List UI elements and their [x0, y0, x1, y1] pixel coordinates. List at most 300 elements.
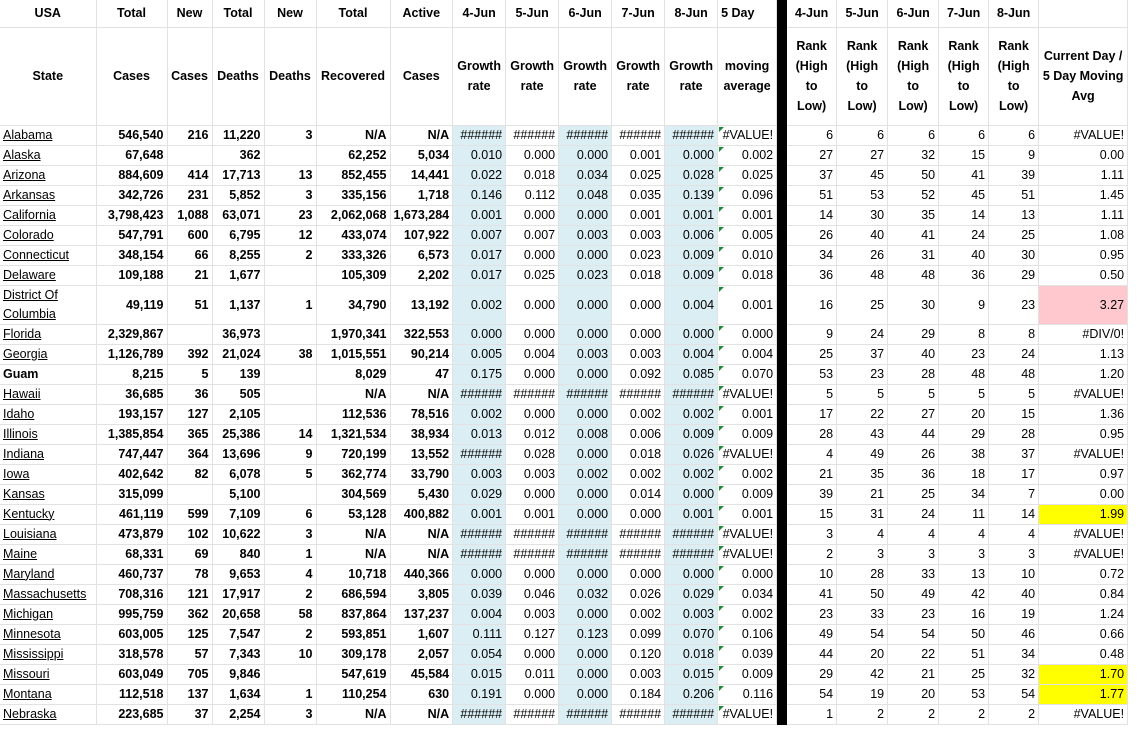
data-cell[interactable]: 28	[837, 564, 888, 584]
data-cell[interactable]: 0.000	[665, 324, 718, 344]
header-cell[interactable]: Rank (High to Low)	[939, 27, 989, 125]
data-cell[interactable]: 0.95	[1039, 424, 1128, 444]
data-cell[interactable]: 7	[989, 484, 1039, 504]
data-cell[interactable]: 0.000	[506, 484, 559, 504]
data-cell[interactable]: 0.013	[453, 424, 506, 444]
data-cell[interactable]: 3	[264, 185, 316, 205]
state-cell[interactable]: Idaho	[0, 404, 96, 424]
data-cell[interactable]: 32	[888, 145, 939, 165]
data-cell[interactable]: 304,569	[316, 484, 390, 504]
data-cell[interactable]: 2,329,867	[96, 324, 167, 344]
data-cell[interactable]: 0.015	[665, 664, 718, 684]
data-cell[interactable]: 63,071	[212, 205, 264, 225]
data-cell[interactable]: 0.026	[665, 444, 718, 464]
state-cell[interactable]: Indiana	[0, 444, 96, 464]
data-cell[interactable]: 603,049	[96, 664, 167, 684]
data-cell[interactable]: 0.015	[453, 664, 506, 684]
data-cell[interactable]: 0.022	[453, 165, 506, 185]
data-cell[interactable]: 0.003	[559, 225, 612, 245]
data-cell[interactable]: 0.085	[665, 364, 718, 384]
data-cell[interactable]: 3	[264, 524, 316, 544]
data-cell[interactable]: N/A	[316, 384, 390, 404]
data-cell[interactable]: 0.106	[718, 624, 777, 644]
data-cell[interactable]: 105,309	[316, 265, 390, 285]
data-cell[interactable]: 400,882	[390, 504, 453, 524]
data-cell[interactable]: 0.127	[506, 624, 559, 644]
data-cell[interactable]: #VALUE!	[718, 524, 777, 544]
data-cell[interactable]: 112,536	[316, 404, 390, 424]
data-cell[interactable]: 48	[989, 364, 1039, 384]
data-cell[interactable]: 110,254	[316, 684, 390, 704]
header-cell[interactable]: 4-Jun	[787, 0, 837, 27]
data-cell[interactable]: 322,553	[390, 324, 453, 344]
data-cell[interactable]: 35	[837, 464, 888, 484]
data-cell[interactable]: 2	[888, 704, 939, 724]
data-cell[interactable]: 34	[939, 484, 989, 504]
data-cell[interactable]: 1,607	[390, 624, 453, 644]
data-cell[interactable]: 0.146	[453, 185, 506, 205]
data-cell[interactable]: 36	[888, 464, 939, 484]
data-cell[interactable]: 0.002	[718, 464, 777, 484]
data-cell[interactable]: 5,430	[390, 484, 453, 504]
data-cell[interactable]: 5	[837, 384, 888, 404]
data-cell[interactable]: 0.000	[559, 285, 612, 324]
data-cell[interactable]: 78	[167, 564, 212, 584]
data-cell[interactable]: 0.191	[453, 684, 506, 704]
data-cell[interactable]: 47	[390, 364, 453, 384]
data-cell[interactable]: 0.000	[506, 285, 559, 324]
state-cell[interactable]: Nebraska	[0, 704, 96, 724]
data-cell[interactable]: 0.000	[559, 145, 612, 165]
data-cell[interactable]: 0.004	[718, 344, 777, 364]
data-cell[interactable]: 21	[837, 484, 888, 504]
data-cell[interactable]: 0.005	[453, 344, 506, 364]
data-cell[interactable]: 14	[939, 205, 989, 225]
data-cell[interactable]: 9	[939, 285, 989, 324]
data-cell[interactable]: #VALUE!	[718, 384, 777, 404]
data-cell[interactable]: 0.099	[612, 624, 665, 644]
data-cell[interactable]: 40	[837, 225, 888, 245]
data-cell[interactable]: 0.003	[506, 464, 559, 484]
data-cell[interactable]: ######	[453, 544, 506, 564]
data-cell[interactable]: 0.139	[665, 185, 718, 205]
data-cell[interactable]: 34	[989, 644, 1039, 664]
data-cell[interactable]: 0.003	[506, 604, 559, 624]
data-cell[interactable]: 33,790	[390, 464, 453, 484]
data-cell[interactable]: 6,573	[390, 245, 453, 265]
data-cell[interactable]: 2	[837, 704, 888, 724]
state-cell[interactable]: Louisiana	[0, 524, 96, 544]
data-cell[interactable]: 852,455	[316, 165, 390, 185]
data-cell[interactable]: 0.012	[506, 424, 559, 444]
data-cell[interactable]: 22	[888, 644, 939, 664]
data-cell[interactable]: 0.48	[1039, 644, 1128, 664]
data-cell[interactable]: 0.018	[612, 265, 665, 285]
data-cell[interactable]: 433,074	[316, 225, 390, 245]
data-cell[interactable]: 0.054	[453, 644, 506, 664]
data-cell[interactable]: 0.018	[665, 644, 718, 664]
state-cell[interactable]: Connecticut	[0, 245, 96, 265]
data-cell[interactable]: 1.99	[1039, 504, 1128, 524]
data-cell[interactable]: 3	[888, 544, 939, 564]
data-cell[interactable]: 20	[939, 404, 989, 424]
data-cell[interactable]: 2,062,068	[316, 205, 390, 225]
data-cell[interactable]: 402,642	[96, 464, 167, 484]
data-cell[interactable]: 28	[989, 424, 1039, 444]
data-cell[interactable]: ######	[612, 544, 665, 564]
data-cell[interactable]: #VALUE!	[1039, 524, 1128, 544]
data-cell[interactable]: ######	[453, 704, 506, 724]
data-cell[interactable]: 20,658	[212, 604, 264, 624]
data-cell[interactable]: 0.97	[1039, 464, 1128, 484]
header-cell[interactable]: State	[0, 27, 96, 125]
data-cell[interactable]: 0.009	[665, 245, 718, 265]
data-cell[interactable]: 0.023	[559, 265, 612, 285]
data-cell[interactable]: 24	[888, 504, 939, 524]
data-cell[interactable]: 23	[989, 285, 1039, 324]
data-cell[interactable]: 0.000	[665, 564, 718, 584]
header-cell[interactable]: 6-Jun	[888, 0, 939, 27]
data-cell[interactable]: 1,126,789	[96, 344, 167, 364]
data-cell[interactable]: ######	[559, 384, 612, 404]
data-cell[interactable]: 42	[939, 584, 989, 604]
header-cell[interactable]: Growth rate	[665, 27, 718, 125]
data-cell[interactable]: 0.002	[453, 285, 506, 324]
state-cell[interactable]: Missouri	[0, 664, 96, 684]
data-cell[interactable]: 62,252	[316, 145, 390, 165]
data-cell[interactable]: 1.45	[1039, 185, 1128, 205]
data-cell[interactable]: 0.002	[665, 404, 718, 424]
data-cell[interactable]: 0.000	[559, 444, 612, 464]
data-cell[interactable]: 51	[167, 285, 212, 324]
data-cell[interactable]: 24	[989, 344, 1039, 364]
data-cell[interactable]: 6	[888, 125, 939, 145]
data-cell[interactable]: 54	[989, 684, 1039, 704]
state-cell[interactable]: Alaska	[0, 145, 96, 165]
data-cell[interactable]: 52	[888, 185, 939, 205]
data-cell[interactable]: 747,447	[96, 444, 167, 464]
data-cell[interactable]: 0.000	[506, 404, 559, 424]
data-cell[interactable]: 2	[989, 704, 1039, 724]
data-cell[interactable]: 362	[167, 604, 212, 624]
data-cell[interactable]: 0.000	[559, 664, 612, 684]
data-cell[interactable]: 24	[939, 225, 989, 245]
data-cell[interactable]: 461,119	[96, 504, 167, 524]
data-cell[interactable]: 3	[837, 544, 888, 564]
data-cell[interactable]: 0.001	[718, 504, 777, 524]
header-cell[interactable]: Total	[212, 0, 264, 27]
data-cell[interactable]: 26	[787, 225, 837, 245]
data-cell[interactable]: 31	[888, 245, 939, 265]
data-cell[interactable]: 54	[837, 624, 888, 644]
state-cell[interactable]: Delaware	[0, 265, 96, 285]
data-cell[interactable]: 29	[989, 265, 1039, 285]
data-cell[interactable]: 2	[264, 624, 316, 644]
header-cell[interactable]: 8-Jun	[989, 0, 1039, 27]
data-cell[interactable]: 362	[212, 145, 264, 165]
data-cell[interactable]: ######	[559, 524, 612, 544]
data-cell[interactable]: 68,331	[96, 544, 167, 564]
data-cell[interactable]: 0.003	[612, 225, 665, 245]
data-cell[interactable]: 0.123	[559, 624, 612, 644]
data-cell[interactable]: 51	[787, 185, 837, 205]
data-cell[interactable]: 2,254	[212, 704, 264, 724]
header-cell[interactable]: Total	[316, 0, 390, 27]
data-cell[interactable]: 7,547	[212, 624, 264, 644]
state-cell[interactable]: Massachusetts	[0, 584, 96, 604]
data-cell[interactable]: 16	[939, 604, 989, 624]
data-cell[interactable]: 26	[837, 245, 888, 265]
data-cell[interactable]: 0.000	[559, 684, 612, 704]
data-cell[interactable]: 9	[787, 324, 837, 344]
data-cell[interactable]: 46	[989, 624, 1039, 644]
data-cell[interactable]: #DIV/0!	[1039, 324, 1128, 344]
data-cell[interactable]: 0.000	[559, 324, 612, 344]
data-cell[interactable]: 3	[989, 544, 1039, 564]
data-cell[interactable]: 21,024	[212, 344, 264, 364]
data-cell[interactable]: ######	[665, 544, 718, 564]
data-cell[interactable]: 686,594	[316, 584, 390, 604]
data-cell[interactable]: 0.175	[453, 364, 506, 384]
data-cell[interactable]: ######	[665, 704, 718, 724]
data-cell[interactable]: 18	[939, 464, 989, 484]
header-cell[interactable]: Rank (High to Low)	[787, 27, 837, 125]
data-cell[interactable]: ######	[665, 125, 718, 145]
data-cell[interactable]: 137	[167, 684, 212, 704]
data-cell[interactable]: 0.002	[612, 604, 665, 624]
data-cell[interactable]: 8,215	[96, 364, 167, 384]
header-cell[interactable]: 5 Day	[718, 0, 777, 27]
data-cell[interactable]: 193,157	[96, 404, 167, 424]
data-cell[interactable]: 51	[939, 644, 989, 664]
data-cell[interactable]: 2	[264, 584, 316, 604]
data-cell[interactable]: 0.023	[612, 245, 665, 265]
data-cell[interactable]: 38,934	[390, 424, 453, 444]
data-cell[interactable]: 33	[837, 604, 888, 624]
data-cell[interactable]: 19	[989, 604, 1039, 624]
data-cell[interactable]	[264, 384, 316, 404]
header-cell[interactable]: Deaths	[212, 27, 264, 125]
data-cell[interactable]: 0.95	[1039, 245, 1128, 265]
data-cell[interactable]: 0.096	[718, 185, 777, 205]
data-cell[interactable]: 17	[989, 464, 1039, 484]
data-cell[interactable]: 546,540	[96, 125, 167, 145]
data-cell[interactable]: 5,100	[212, 484, 264, 504]
data-cell[interactable]: 10,718	[316, 564, 390, 584]
state-cell[interactable]: Guam	[0, 364, 96, 384]
data-cell[interactable]: 0.026	[612, 584, 665, 604]
state-cell[interactable]: Iowa	[0, 464, 96, 484]
data-cell[interactable]: 27	[837, 145, 888, 165]
data-cell[interactable]: 54	[888, 624, 939, 644]
data-cell[interactable]: 29	[787, 664, 837, 684]
data-cell[interactable]: 15	[939, 145, 989, 165]
data-cell[interactable]: 0.111	[453, 624, 506, 644]
header-cell[interactable]: New	[264, 0, 316, 27]
data-cell[interactable]: 0.039	[718, 644, 777, 664]
data-cell[interactable]: 1.77	[1039, 684, 1128, 704]
data-cell[interactable]: 11	[939, 504, 989, 524]
data-cell[interactable]: 0.184	[612, 684, 665, 704]
data-cell[interactable]: 49	[888, 584, 939, 604]
state-cell[interactable]: Michigan	[0, 604, 96, 624]
header-cell[interactable]: Growth rate	[559, 27, 612, 125]
data-cell[interactable]: 720,199	[316, 444, 390, 464]
data-cell[interactable]: 0.002	[718, 604, 777, 624]
data-cell[interactable]: 37	[787, 165, 837, 185]
data-cell[interactable]: 53	[939, 684, 989, 704]
data-cell[interactable]: 0.000	[453, 564, 506, 584]
data-cell[interactable]: #VALUE!	[1039, 544, 1128, 564]
data-cell[interactable]: N/A	[316, 704, 390, 724]
data-cell[interactable]: 0.001	[718, 285, 777, 324]
data-cell[interactable]: 15	[787, 504, 837, 524]
data-cell[interactable]: 0.000	[506, 684, 559, 704]
data-cell[interactable]: 3,798,423	[96, 205, 167, 225]
data-cell[interactable]: 37	[167, 704, 212, 724]
data-cell[interactable]: ######	[506, 704, 559, 724]
state-cell[interactable]: Kansas	[0, 484, 96, 504]
data-cell[interactable]: 0.034	[718, 584, 777, 604]
data-cell[interactable]: 7,109	[212, 504, 264, 524]
data-cell[interactable]: 50	[837, 584, 888, 604]
data-cell[interactable]	[167, 324, 212, 344]
data-cell[interactable]: 0.029	[665, 584, 718, 604]
header-cell[interactable]: USA	[0, 0, 96, 27]
data-cell[interactable]: 2	[939, 704, 989, 724]
data-cell[interactable]: 0.84	[1039, 584, 1128, 604]
data-cell[interactable]: 29	[939, 424, 989, 444]
data-cell[interactable]: 309,178	[316, 644, 390, 664]
data-cell[interactable]: 3	[787, 524, 837, 544]
data-cell[interactable]: 4	[888, 524, 939, 544]
data-cell[interactable]: 21	[787, 464, 837, 484]
data-cell[interactable]: 36	[787, 265, 837, 285]
header-cell[interactable]: 4-Jun	[453, 0, 506, 27]
data-cell[interactable]: 8	[939, 324, 989, 344]
data-cell[interactable]	[167, 145, 212, 165]
data-cell[interactable]: 0.116	[718, 684, 777, 704]
header-cell[interactable]: Current Day / 5 Day Moving Avg	[1039, 27, 1128, 125]
data-cell[interactable]: #VALUE!	[718, 125, 777, 145]
data-cell[interactable]: 223,685	[96, 704, 167, 724]
data-cell[interactable]: 16	[787, 285, 837, 324]
data-cell[interactable]: 460,737	[96, 564, 167, 584]
data-cell[interactable]: 0.000	[612, 564, 665, 584]
header-cell[interactable]: Cases	[390, 27, 453, 125]
data-cell[interactable]: 9,653	[212, 564, 264, 584]
state-cell[interactable]: Montana	[0, 684, 96, 704]
data-cell[interactable]: 11,220	[212, 125, 264, 145]
data-cell[interactable]: 17	[787, 404, 837, 424]
data-cell[interactable]: 1	[787, 704, 837, 724]
data-cell[interactable]: 107,922	[390, 225, 453, 245]
data-cell[interactable]: 53	[787, 364, 837, 384]
data-cell[interactable]: 0.001	[665, 504, 718, 524]
data-cell[interactable]: 9	[989, 145, 1039, 165]
data-cell[interactable]: 121	[167, 584, 212, 604]
data-cell[interactable]: 13	[264, 165, 316, 185]
data-cell[interactable]: 45,584	[390, 664, 453, 684]
data-cell[interactable]: 364	[167, 444, 212, 464]
data-cell[interactable]: 49	[837, 444, 888, 464]
data-cell[interactable]: 21	[167, 265, 212, 285]
data-cell[interactable]: 1	[264, 684, 316, 704]
data-cell[interactable]: 840	[212, 544, 264, 564]
data-cell[interactable]: 0.000	[559, 364, 612, 384]
data-cell[interactable]: #VALUE!	[1039, 125, 1128, 145]
data-cell[interactable]: 342,726	[96, 185, 167, 205]
data-cell[interactable]: 603,005	[96, 624, 167, 644]
header-cell[interactable]: Deaths	[264, 27, 316, 125]
data-cell[interactable]: 4	[837, 524, 888, 544]
data-cell[interactable]: 0.001	[453, 205, 506, 225]
data-cell[interactable]: 0.017	[453, 265, 506, 285]
data-cell[interactable]: 109,188	[96, 265, 167, 285]
data-cell[interactable]: 67,648	[96, 145, 167, 165]
data-cell[interactable]: 4	[939, 524, 989, 544]
data-cell[interactable]: 0.039	[453, 584, 506, 604]
header-cell[interactable]: Growth rate	[612, 27, 665, 125]
header-cell[interactable]: Total	[96, 0, 167, 27]
data-cell[interactable]: ######	[612, 384, 665, 404]
data-cell[interactable]: N/A	[316, 524, 390, 544]
state-cell[interactable]: Minnesota	[0, 624, 96, 644]
data-cell[interactable]: 20	[837, 644, 888, 664]
data-cell[interactable]: 0.000	[506, 364, 559, 384]
data-cell[interactable]: 15	[989, 404, 1039, 424]
state-cell[interactable]: Georgia	[0, 344, 96, 364]
data-cell[interactable]: 0.000	[718, 324, 777, 344]
data-cell[interactable]: 45	[837, 165, 888, 185]
data-cell[interactable]: 127	[167, 404, 212, 424]
data-cell[interactable]: 9	[264, 444, 316, 464]
data-cell[interactable]: 5	[264, 464, 316, 484]
data-cell[interactable]: 49	[787, 624, 837, 644]
header-cell[interactable]: Active	[390, 0, 453, 27]
data-cell[interactable]: 137,237	[390, 604, 453, 624]
data-cell[interactable]: 505	[212, 384, 264, 404]
header-cell[interactable]: 5-Jun	[837, 0, 888, 27]
data-cell[interactable]: 0.003	[612, 344, 665, 364]
data-cell[interactable]: 45	[939, 185, 989, 205]
data-cell[interactable]: 6	[989, 125, 1039, 145]
data-cell[interactable]: 14,441	[390, 165, 453, 185]
data-cell[interactable]: 37	[837, 344, 888, 364]
data-cell[interactable]: 0.00	[1039, 484, 1128, 504]
data-cell[interactable]: ######	[612, 704, 665, 724]
data-cell[interactable]: 41	[888, 225, 939, 245]
data-cell[interactable]: ######	[665, 524, 718, 544]
data-cell[interactable]: 231	[167, 185, 212, 205]
data-cell[interactable]: 0.000	[612, 285, 665, 324]
data-cell[interactable]: 0.72	[1039, 564, 1128, 584]
data-cell[interactable]: 0.002	[665, 464, 718, 484]
data-cell[interactable]: 0.000	[559, 504, 612, 524]
data-cell[interactable]: 0.000	[559, 205, 612, 225]
header-cell[interactable]: New	[167, 0, 212, 27]
data-cell[interactable]: 2,057	[390, 644, 453, 664]
data-cell[interactable]: 0.001	[453, 504, 506, 524]
data-cell[interactable]: 26	[888, 444, 939, 464]
data-cell[interactable]: 5	[939, 384, 989, 404]
data-cell[interactable]: 0.092	[612, 364, 665, 384]
data-cell[interactable]: 28	[888, 364, 939, 384]
data-cell[interactable]: 30	[989, 245, 1039, 265]
data-cell[interactable]: 17,917	[212, 584, 264, 604]
data-cell[interactable]: 0.000	[559, 245, 612, 265]
state-cell[interactable]: Arkansas	[0, 185, 96, 205]
